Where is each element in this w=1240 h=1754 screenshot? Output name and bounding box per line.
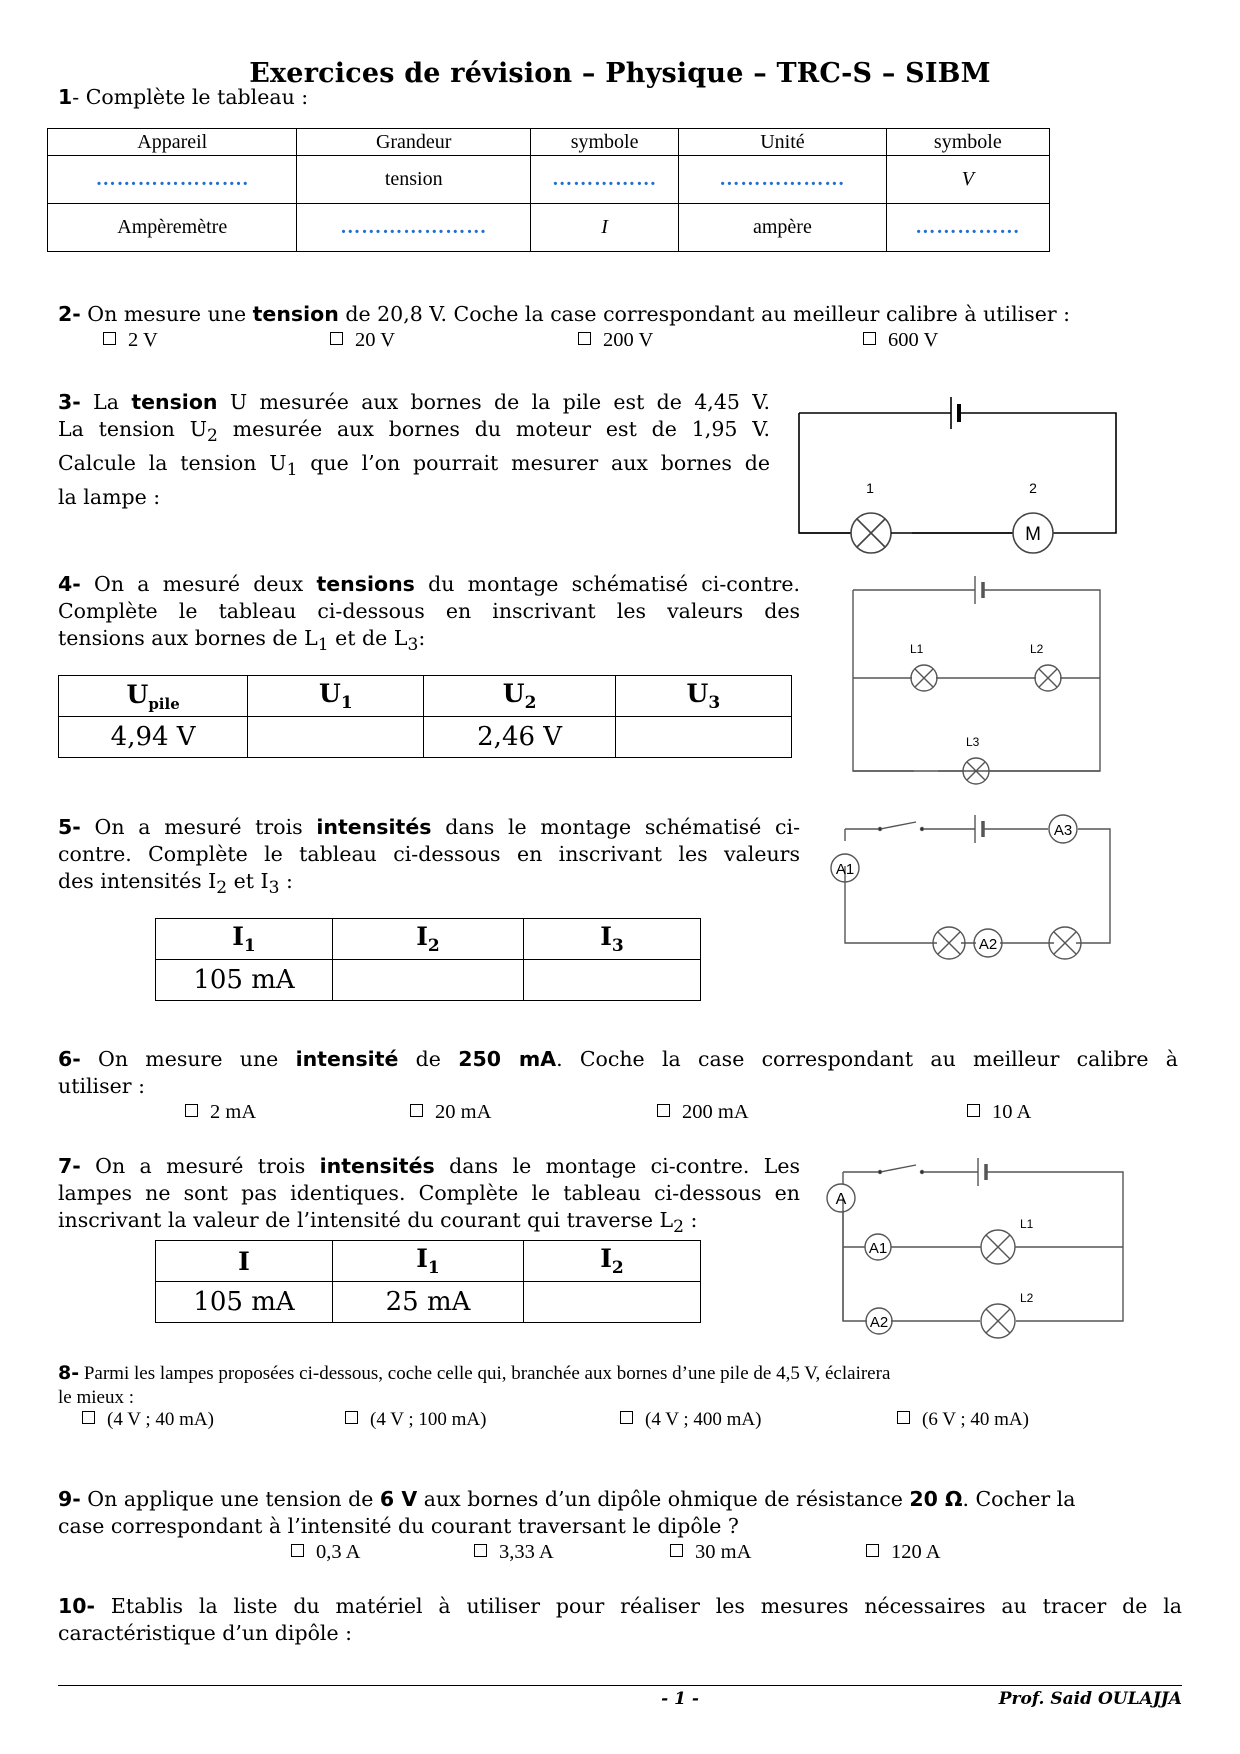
q1-cell: tension [297, 156, 530, 204]
q4-circuit-diagram [850, 568, 1110, 790]
q1-cell: I [530, 204, 678, 252]
q5-answer-cell[interactable] [524, 960, 701, 1001]
checkbox[interactable] [410, 1104, 423, 1117]
q3-number: 3- [58, 390, 81, 414]
q5-text: contre. Complète le tableau ci-dessous en inscrivant les valeurs [58, 842, 800, 866]
q7-sub: 2 [673, 1217, 684, 1238]
q9-option[interactable] [670, 1541, 751, 1564]
q5-text: On a mesuré trois [80, 815, 317, 839]
q1-header-cell: Appareil [48, 129, 297, 156]
question-4 [58, 571, 800, 659]
q4-text: tensions aux bornes de L [58, 626, 318, 650]
question-3 [58, 389, 770, 511]
checkbox[interactable] [578, 332, 591, 345]
q3-text: la lampe : [58, 485, 161, 510]
q7-label-A2: A2 [869, 1314, 889, 1331]
q1-blank-cell[interactable]: ……………… [679, 156, 886, 204]
question-9 [58, 1486, 1182, 1540]
q7-text: On a mesuré trois [80, 1154, 320, 1178]
q4-header-cell: $U_1$ [248, 676, 424, 717]
option-label: 600 V [888, 329, 939, 351]
option-label: 10 A [992, 1101, 1032, 1123]
footer-divider [58, 1685, 1182, 1686]
q7-label-L2: L2 [1020, 1291, 1034, 1305]
checkbox[interactable] [291, 1544, 304, 1557]
q6-option[interactable] [657, 1101, 749, 1124]
q3-sub: 2 [207, 426, 218, 447]
author: Prof. Said OULAJJA [998, 1689, 1182, 1709]
q1-header-cell: Unité [679, 129, 886, 156]
checkbox[interactable] [897, 1411, 910, 1424]
q7-text: lampes ne sont pas identiques. Complète le tableau ci-dessous en [58, 1181, 800, 1205]
q2-bold: tension [252, 302, 339, 326]
q5-bold: intensités [316, 815, 432, 839]
q7-number: 7- [58, 1154, 81, 1178]
q8-number: 8- [58, 1362, 80, 1384]
option-label: 200 mA [682, 1101, 749, 1123]
q4-answer-cell[interactable] [248, 717, 424, 758]
q1-blank-cell[interactable]: …………… [530, 156, 678, 204]
q4-header-cell: $U_3$ [615, 676, 791, 717]
option-label: (4 V ; 100 mA) [370, 1409, 487, 1430]
q1-cell: Ampèremètre [48, 204, 297, 252]
q4-sub: 3 [407, 635, 419, 656]
q5-text: : [279, 869, 293, 893]
q1-blank-cell[interactable]: …………… [886, 204, 1049, 252]
page-number: - 1 - [661, 1689, 699, 1709]
q3-text: que l’on pourrait mesurer aux bornes de [297, 451, 770, 476]
q1-number: 1 [58, 85, 73, 109]
option-label: (4 V ; 400 mA) [645, 1409, 762, 1430]
q2-option[interactable] [578, 329, 653, 352]
checkbox[interactable] [670, 1544, 683, 1557]
q4-bold: tensions [316, 572, 415, 596]
q9-option[interactable] [291, 1541, 360, 1564]
q5-header-cell: $I_3$ [524, 919, 701, 960]
q4-number: 4- [58, 572, 81, 596]
q1-blank-cell[interactable]: ………………… [297, 204, 530, 252]
q5-text: des intensités I [58, 869, 217, 893]
q7-header-cell: $I_2$ [524, 1241, 701, 1282]
option-label: 2 V [128, 329, 158, 351]
q2-option[interactable] [863, 329, 938, 352]
q3-motor-label: M [1025, 524, 1041, 545]
q7-text: : [684, 1208, 698, 1232]
q7-text: inscrivant la valeur de l’intensité du courant qui traverse L [58, 1208, 674, 1232]
q6-bold: 250 mA [458, 1047, 557, 1071]
question-1 [58, 84, 308, 111]
q4-value-cell: 4,94 V [59, 717, 248, 758]
q7-table [155, 1240, 701, 1323]
question-7 [58, 1153, 800, 1241]
q4-text: : [418, 626, 426, 650]
q5-label-A2: A2 [978, 936, 998, 953]
q2-text: On mesure une [80, 302, 253, 326]
q1-cell: V [886, 156, 1049, 204]
q6-text: . Coche la case correspondant au meilleur calibre à [556, 1047, 1178, 1071]
q7-value-cell: 105 mA [156, 1282, 333, 1323]
q4-text: Complète le tableau ci-dessous en inscrivant les valeurs des [58, 599, 800, 623]
checkbox[interactable] [330, 332, 343, 345]
q4-value-cell: 2,46 V [424, 717, 615, 758]
option-label: 200 V [603, 329, 654, 351]
q5-circuit-diagram [830, 812, 1120, 972]
q4-sub: 1 [317, 635, 329, 656]
q6-bold: intensité [295, 1047, 399, 1071]
option-label: 3,33 A [499, 1541, 554, 1563]
q5-sub: 3 [268, 878, 280, 899]
q8-text: le mieux : [58, 1387, 134, 1408]
q10-text: Etablis la liste du matériel à utiliser pour réaliser les mesures nécessaires au tracer de la [95, 1594, 1182, 1618]
checkbox[interactable] [82, 1411, 95, 1424]
q7-label-A: A [835, 1191, 847, 1208]
q7-value-cell: 25 mA [333, 1282, 524, 1323]
q3-label-2: 2 [1029, 480, 1037, 496]
q7-answer-cell[interactable] [524, 1282, 701, 1323]
q6-option[interactable] [967, 1101, 1031, 1124]
q2-option[interactable] [103, 329, 158, 352]
q10-text: caractéristique d’un dipôle : [58, 1621, 353, 1645]
q5-label-A3: A3 [1053, 822, 1073, 839]
q4-header-cell: $U_2$ [424, 676, 615, 717]
q9-option[interactable] [866, 1541, 941, 1564]
q7-label-L1: L1 [1020, 1217, 1034, 1231]
q5-label-A1: A1 [835, 861, 855, 878]
checkbox[interactable] [474, 1544, 487, 1557]
checkbox[interactable] [863, 332, 876, 345]
q7-text: dans le montage ci-contre. Les [434, 1154, 801, 1178]
q6-text: de [398, 1047, 459, 1071]
q3-label-1: 1 [866, 480, 874, 496]
checkbox[interactable] [657, 1104, 670, 1117]
q9-text: On applique une tension de [80, 1487, 380, 1511]
q6-text: utiliser : [58, 1074, 145, 1098]
q9-bold: 20 Ω [909, 1487, 963, 1511]
q3-bold: tension [131, 390, 218, 414]
q5-text: et I [227, 869, 269, 893]
option-label: 20 mA [435, 1101, 492, 1123]
option-label: 0,3 A [316, 1541, 361, 1563]
q4-table [58, 675, 792, 758]
q3-wire [799, 413, 1116, 533]
q9-text: aux bornes d’un dipôle ohmique de résistance [417, 1487, 910, 1511]
checkbox[interactable] [103, 332, 116, 345]
q3-text: La tension U [58, 417, 208, 441]
q6-option[interactable] [185, 1101, 256, 1124]
checkbox[interactable] [345, 1411, 358, 1424]
q8-option[interactable] [345, 1409, 486, 1431]
q7-header-cell: I [156, 1241, 333, 1282]
q4-label-L1: L1 [910, 642, 924, 656]
q3-text: La [80, 390, 132, 414]
option-label: 2 mA [210, 1101, 257, 1123]
q9-text: . Cocher la [962, 1487, 1076, 1511]
q6-text: On mesure une [80, 1047, 296, 1071]
q2-number: 2- [58, 302, 81, 326]
q5-header-cell: $I_2$ [333, 919, 524, 960]
q2-option[interactable] [330, 329, 395, 352]
q9-option[interactable] [474, 1541, 554, 1564]
q1-header-cell: Grandeur [297, 129, 530, 156]
question-6 [58, 1046, 1178, 1100]
q6-option[interactable] [410, 1101, 491, 1124]
option-label: 20 V [355, 329, 396, 351]
q4-text: et de L [328, 626, 408, 650]
q4-label-L3: L3 [966, 735, 980, 749]
q1-blank-cell[interactable]: …………………. [48, 156, 297, 204]
checkbox[interactable] [620, 1411, 633, 1424]
q7-header-cell: $I_1$ [333, 1241, 524, 1282]
option-label: 120 A [891, 1541, 941, 1563]
q9-text: case correspondant à l’intensité du courant traversant le dipôle ? [58, 1514, 739, 1538]
q5-table [155, 918, 701, 1001]
q4-text: On a mesuré deux [80, 572, 317, 596]
q1-table [47, 128, 1050, 252]
q7-label-A1: A1 [868, 1240, 888, 1257]
q5-header-cell: $I_1$ [156, 919, 333, 960]
q3-text: Calcule la tension U [58, 451, 287, 476]
option-label: 30 mA [695, 1541, 752, 1563]
q8-option[interactable] [620, 1409, 761, 1431]
checkbox[interactable] [866, 1544, 879, 1557]
q1-text: - Complète le tableau : [72, 85, 309, 109]
q4-text: du montage schématisé ci-contre. [414, 572, 800, 596]
q1-cell: ampère [679, 204, 886, 252]
q2-text: de 20,8 V. Coche la case correspondant au meilleur calibre à utiliser : [338, 302, 1071, 326]
q3-circuit-diagram [795, 385, 1125, 555]
option-label: (4 V ; 40 mA) [107, 1409, 214, 1430]
q5-text: dans le montage schématisé ci- [431, 815, 800, 839]
q3-text: U mesurée aux bornes de la pile est de 4,45 V. [217, 390, 770, 414]
page-title: Exercices de révision – Physique – TRC-S – SIBM [249, 58, 991, 89]
q8-option[interactable] [82, 1409, 214, 1431]
q6-number: 6- [58, 1047, 81, 1071]
option-label: (6 V ; 40 mA) [922, 1409, 1029, 1430]
q7-bold: intensités [319, 1154, 435, 1178]
question-10 [58, 1593, 1182, 1647]
q5-number: 5- [58, 815, 81, 839]
q4-answer-cell[interactable] [615, 717, 791, 758]
q4-header-cell: $U_{pile}$ [59, 676, 248, 717]
question-2 [58, 301, 1178, 328]
q8-text: Parmi les lampes proposées ci-dessous, coche celle qui, branchée aux bornes d’une pile de 4,5 V, éclairera [79, 1363, 891, 1384]
checkbox[interactable] [967, 1104, 980, 1117]
q9-bold: 6 V [379, 1487, 418, 1511]
question-5 [58, 814, 800, 902]
q1-header-cell: symbole [886, 129, 1049, 156]
q3-text: mesurée aux bornes du moteur est de 1,95 V. [217, 417, 770, 441]
q7-circuit-diagram [820, 1150, 1130, 1340]
question-8 [58, 1361, 1182, 1410]
q5-answer-cell[interactable] [333, 960, 524, 1001]
q3-sub: 1 [286, 460, 298, 481]
q8-option[interactable] [897, 1409, 1029, 1431]
q4-label-L2: L2 [1030, 642, 1044, 656]
q10-number: 10- [58, 1594, 96, 1618]
q1-header-cell: symbole [530, 129, 678, 156]
checkbox[interactable] [185, 1104, 198, 1117]
q5-sub: 2 [216, 878, 228, 899]
q9-number: 9- [58, 1487, 81, 1511]
q5-value-cell: 105 mA [156, 960, 333, 1001]
